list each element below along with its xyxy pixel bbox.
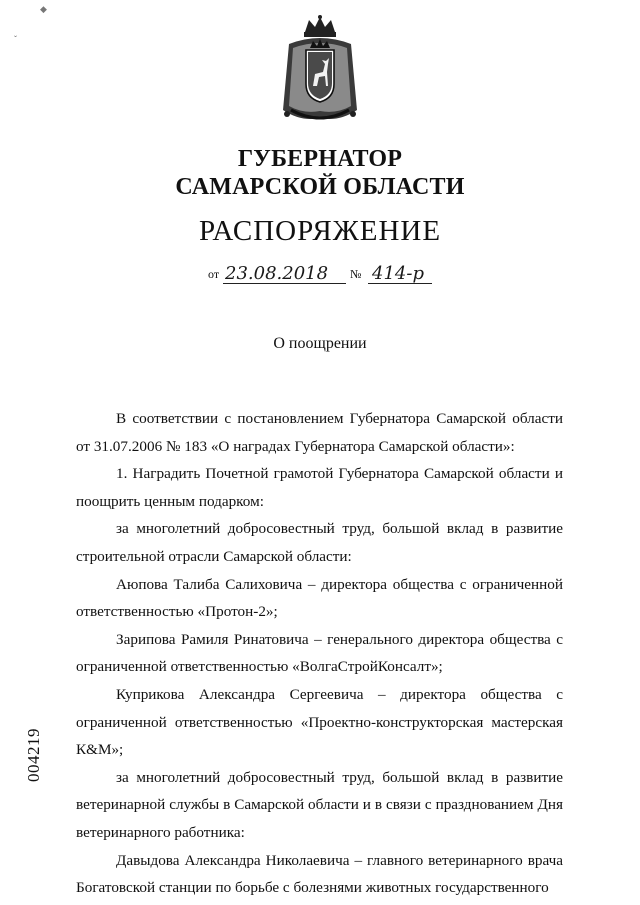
number-value: 414-р xyxy=(372,263,424,284)
date-value: 23.08.2018 xyxy=(225,263,329,284)
body-paragraph: Зарипова Рамиля Ринатовича – генерального директора общества с ограниченной ответственностью «ВолгаСтройКонсалт»; xyxy=(76,630,563,676)
document-type: РАСПОРЯЖЕНИЕ xyxy=(198,215,442,247)
scan-mark: ◆ xyxy=(40,4,47,14)
date-prefix: от xyxy=(208,267,220,281)
body-paragraph: 1. Наградить Почетной грамотой Губернатора Самарской области и поощрить ценным подарком: xyxy=(76,465,563,510)
document-subject: О поощрении xyxy=(273,335,367,352)
issuer-title-line1: ГУБЕРНАТОР xyxy=(237,146,403,172)
body-paragraph: за многолетний добросовестный труд, большой вклад в развитие ветеринарной службы в Самарской области и в связи с празднованием Дня ветеринарного работника: xyxy=(76,768,563,841)
issuer-title-line2: САМАРСКОЙ ОБЛАСТИ xyxy=(175,174,465,200)
date-number-line xyxy=(208,256,438,288)
scan-mark: ˇ xyxy=(14,34,17,44)
samara-coat-of-arms-icon xyxy=(279,14,361,128)
side-serial-number: 004219 xyxy=(24,728,43,782)
body-paragraph: Аюпова Талиба Салиховича – директора общества с ограниченной ответственностью «Протон-2»; xyxy=(76,575,563,621)
number-prefix: № xyxy=(350,267,362,281)
body-paragraph: В соответствии с постановлением Губернатора Самарской области от 31.07.2006 № 183 «О наградах Губернатора Самарской области»: xyxy=(76,410,563,455)
body-paragraph: Давыдова Александра Николаевича – главного ветеринарного врача Богатовской станции по борьбе с болезнями животных государственного xyxy=(76,851,563,897)
body-paragraph: за многолетний добросовестный труд, большой вклад в развитие строительной отрасли Самарской области: xyxy=(76,520,563,565)
body-paragraph: Куприкова Александра Сергеевича – директора общества с ограниченной ответственностью «Проектно-конструкторская мастерская К&М»; xyxy=(76,685,563,759)
document-body xyxy=(76,405,563,902)
